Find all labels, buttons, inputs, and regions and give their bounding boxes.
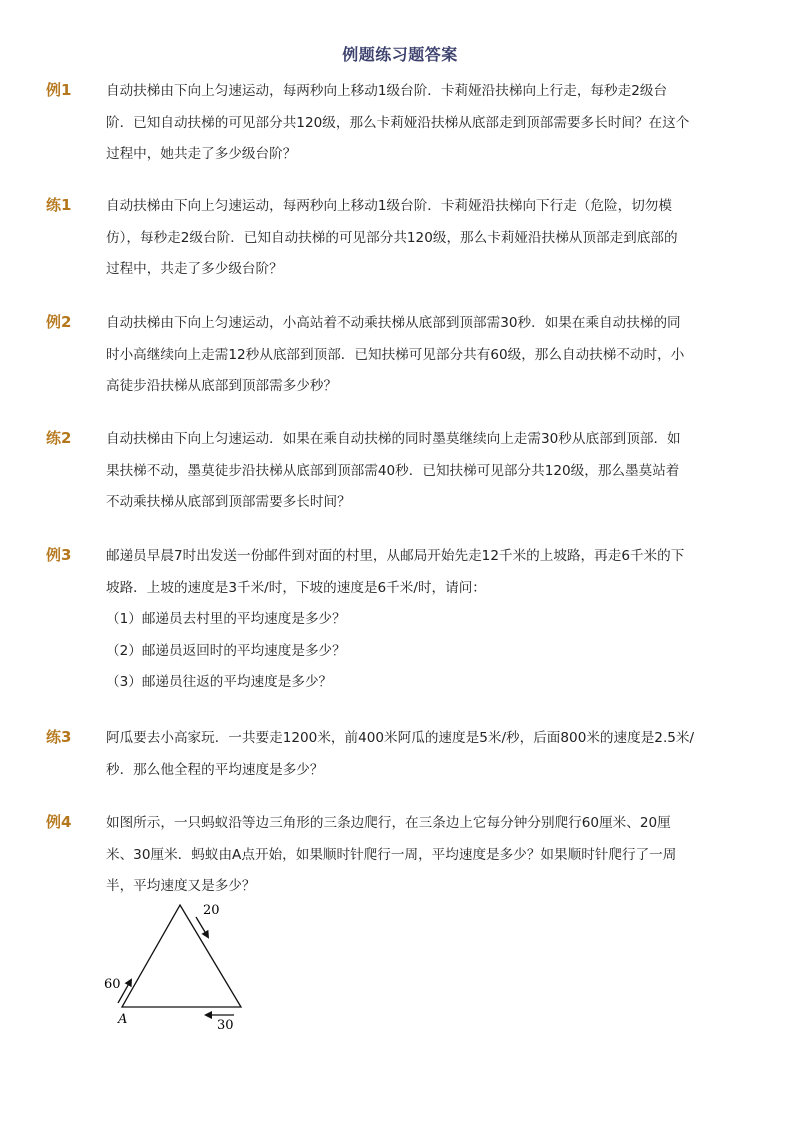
- text-line: 秒．那么他全程的平均速度是多少？: [106, 761, 324, 778]
- text-line: 时小高继续向上走需12秒从底部到顶部．已知扶梯可见部分共有60级，那么自动扶梯不动时，小: [106, 346, 685, 363]
- text-line: 邮递员早晨7时出发送一份邮件到对面的村里，从邮局开始先走12千米的上坡路，再走6千米的下: [106, 548, 685, 564]
- text-line: 过程中，共走了多少级台阶？: [106, 261, 283, 277]
- problem-label: 例3: [46, 546, 72, 564]
- problem-text: [106, 808, 716, 903]
- problem-text: [106, 723, 716, 786]
- text-line: 自动扶梯由下向上匀速运动，每两秒向上移动1级台阶．卡莉娅沿扶梯向上行走，每秒走2级台: [106, 83, 668, 99]
- problem-label: 练2: [46, 429, 72, 447]
- triangle-shape: [122, 905, 241, 1007]
- problem-label: 练3: [46, 728, 72, 746]
- text-line: 不动乘扶梯从底部到顶部需要多长时间？: [106, 494, 351, 510]
- problem-label: 练1: [46, 196, 72, 214]
- page-title: 例题练习题答案: [342, 45, 458, 64]
- label-left-speed: 60: [104, 977, 121, 992]
- problem-text: [106, 308, 716, 403]
- label-right-speed: 20: [203, 903, 220, 918]
- text-line: 自动扶梯由下向上匀速运动，小高站着不动乘扶梯从底部到顶部需30秒．如果在乘自动扶梯的同: [106, 315, 681, 331]
- text-line: 半，平均速度又是多少？: [106, 878, 256, 894]
- problem-label: 例2: [46, 313, 72, 331]
- problem-label: 例1: [46, 81, 72, 99]
- text-line: 如图所示，一只蚂蚁沿等边三角形的三条边爬行，在三条边上它每分钟分别爬行60厘米、20厘: [106, 815, 671, 831]
- problem-text: [106, 76, 716, 171]
- sub-question-3: （3）邮递员往返的平均速度是多少？: [106, 674, 333, 690]
- text-line: 高徒步沿扶梯从底部到顶部需多少秒？: [106, 378, 338, 394]
- triangle-figure: [100, 895, 260, 1035]
- label-bottom-speed: 30: [217, 1018, 234, 1033]
- text-line: 米、30厘米．蚂蚁由A点开始，如果顺时针爬行一周，平均速度是多少？如果顺时针爬行了一周: [106, 846, 677, 863]
- text-line: 仿），每秒走2级台阶．已知自动扶梯的可见部分共120级，那么卡莉娅沿扶梯从顶部走到底部的: [106, 229, 678, 246]
- text-line: 阿瓜要去小高家玩．一共要走1200米，前400米阿瓜的速度是5米/秒，后面800米的速度是2.5米/: [106, 730, 695, 746]
- problem-text: [106, 424, 716, 519]
- sub-question-2: （2）邮递员返回时的平均速度是多少？: [106, 642, 346, 659]
- text-line: 自动扶梯由下向上匀速运动，每两秒向上移动1级台阶．卡莉娅沿扶梯向下行走（危险，切勿模: [106, 198, 672, 214]
- problem-label: 例4: [46, 813, 72, 831]
- problem-text: [106, 191, 716, 286]
- text-line: 阶．已知自动扶梯的可见部分共120级，那么卡莉娅沿扶梯从底部走到顶部需要多长时间？在这个: [106, 114, 690, 131]
- text-line: 自动扶梯由下向上匀速运动．如果在乘自动扶梯的同时墨莫继续向上走需30秒从底部到顶部．如: [106, 431, 681, 447]
- sub-question-1: （1）邮递员去村里的平均速度是多少？: [106, 611, 346, 627]
- text-line: 过程中，她共走了多少级台阶？: [106, 146, 297, 162]
- text-line: 坡路．上坡的速度是3千米/时，下坡的速度是6千米/时，请问：: [106, 579, 486, 596]
- problem-text: [106, 541, 716, 699]
- label-vertex-a: A: [118, 1012, 128, 1027]
- text-line: 果扶梯不动，墨莫徒步沿扶梯从底部到顶部需40秒．已知扶梯可见部分共120级，那么墨莫站着: [106, 462, 680, 479]
